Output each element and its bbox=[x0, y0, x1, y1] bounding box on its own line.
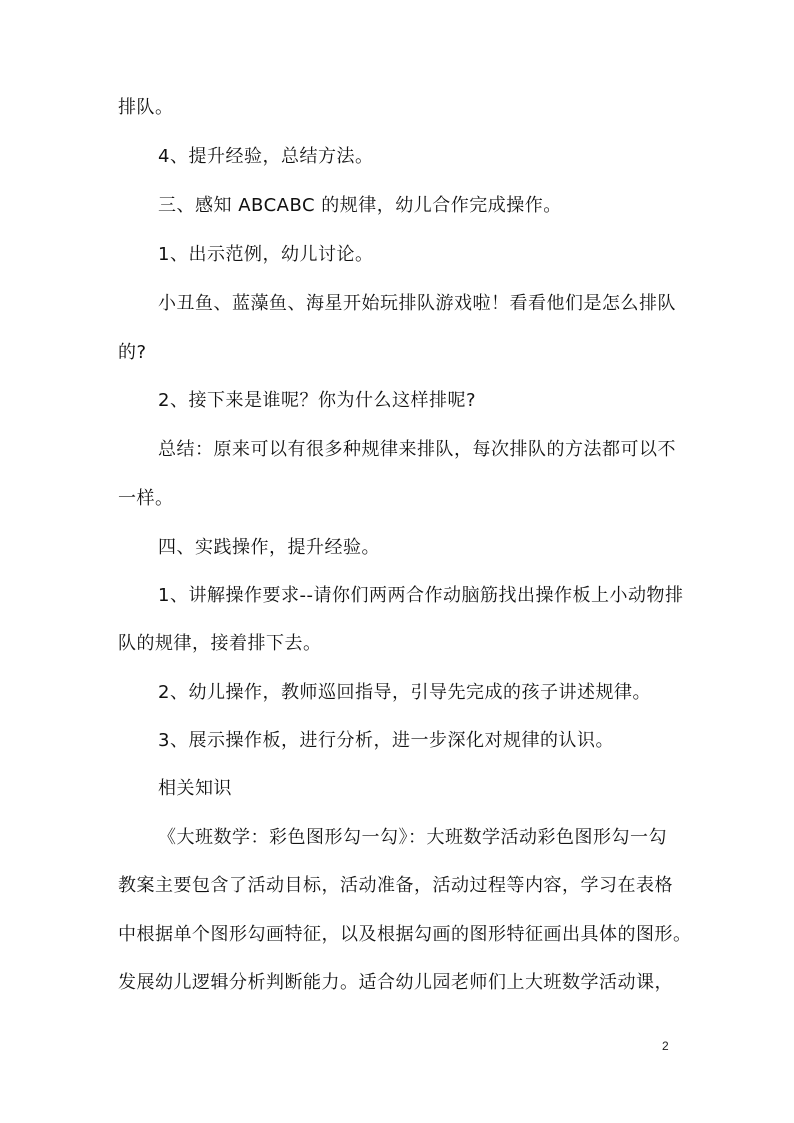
section-heading: 相关知识 bbox=[158, 778, 232, 799]
text-line: 《大班数学：彩色图形勾一勾》：大班数学活动彩色图形勾一勾 bbox=[158, 827, 667, 848]
text-line: 三、感知 ABCABC 的规律，幼儿合作完成操作。 bbox=[158, 195, 562, 216]
text-line: 一样。 bbox=[118, 488, 174, 509]
text-line: 2、幼儿操作，教师巡回指导，引导先完成的孩子讲述规律。 bbox=[158, 682, 651, 703]
text-line: 1、讲解操作要求--请你们两两合作动脑筋找出操作板上小动物排 bbox=[158, 585, 684, 606]
text-line: 2、接下来是谁呢？你为什么这样排呢? bbox=[158, 390, 477, 411]
text-line: 3、展示操作板，进行分析，进一步深化对规律的认识。 bbox=[158, 730, 614, 751]
text-line: 中根据单个图形勾画特征，以及根据勾画的图形特征画出具体的图形。 bbox=[118, 924, 692, 945]
text-line: 四、实践操作，提升经验。 bbox=[158, 537, 380, 558]
page-number: 2 bbox=[662, 1039, 669, 1053]
text-line: 发展幼儿逻辑分析判断能力。适合幼儿园老师们上大班数学活动课， bbox=[118, 972, 673, 993]
text-line: 总结：原来可以有很多种规律来排队，每次排队的方法都可以不 bbox=[158, 439, 676, 460]
text-line: 的? bbox=[118, 342, 147, 363]
text-line: 教案主要包含了活动目标，活动准备，活动过程等内容，学习在表格 bbox=[118, 875, 673, 896]
text-line: 队的规律，接着排下去。 bbox=[118, 633, 322, 654]
text-line: 排队。 bbox=[118, 97, 174, 118]
text-line: 1、出示范例，幼儿讨论。 bbox=[158, 244, 374, 265]
text-line: 4、提升经验，总结方法。 bbox=[158, 146, 374, 167]
text-line: 小丑鱼、蓝藻鱼、海星开始玩排队游戏啦！看看他们是怎么排队 bbox=[158, 293, 676, 314]
